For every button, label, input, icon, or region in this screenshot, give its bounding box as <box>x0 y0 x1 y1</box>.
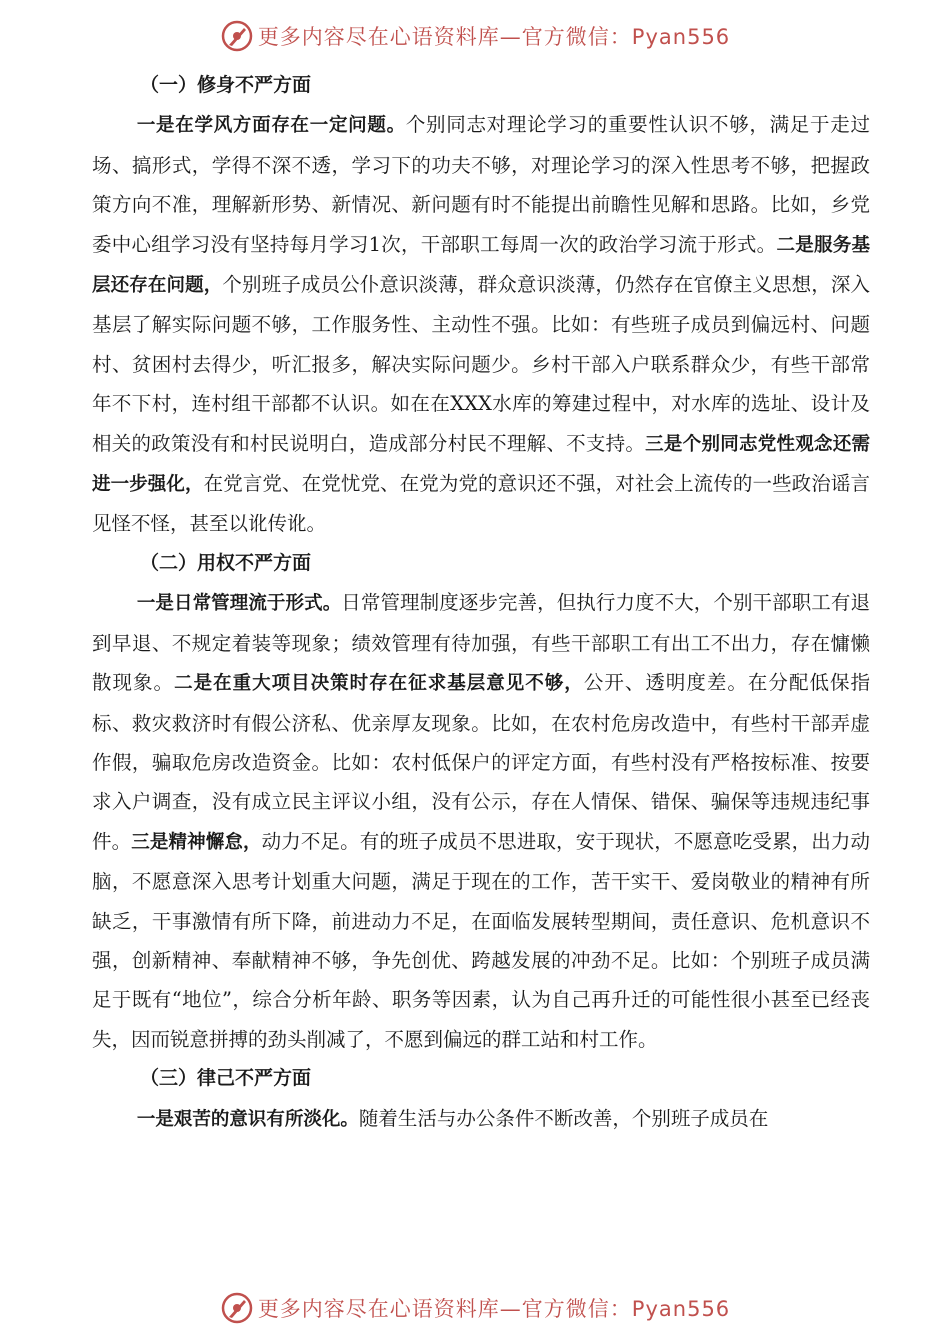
document-body <box>92 66 870 1139</box>
lead-phrase: 一是艰苦的意识有所淡化。 <box>136 1108 359 1130</box>
banner-text: 更多内容尽在心语资料库—官方微信：Pyan556 <box>257 25 731 49</box>
body-text: 在党言党、在党忧党、在党为党的意识还不强，对社会上流传的一些政治谣言见怪不怪，甚至以讹传讹。 <box>92 472 870 536</box>
lead-phrase: 一是在学风方面存在一定问题。 <box>136 115 406 137</box>
header-banner <box>0 16 950 56</box>
section-heading: （三）律己不严方面 <box>140 1067 312 1090</box>
section-heading: （二）用权不严方面 <box>140 551 312 574</box>
lead-phrase: 一是日常管理流于形式。 <box>136 593 342 615</box>
quill-seal-icon <box>220 1291 254 1325</box>
body-text: 公开、透明度差。在分配低保指标、救灾救济时有假公济私、优亲厚友现象。比如，在农村危房改造中，有些村干部弄虚作假，骗取危房改造资金。比如：农村低保户的评定方面，有些村没有严格按标准、按要求入户调查，没有成立民主评议小组，没有公示，存在人情保、错保、骗保等违规违纪事件。 <box>92 671 870 853</box>
quill-seal-icon <box>220 19 254 53</box>
section-heading: （一）修身不严方面 <box>140 74 312 96</box>
body-text: 个别班子成员公仆意识淡薄，群众意识淡薄，仍然存在官僚主义思想，深入基层了解实际问题不够，工作服务性、主动性不强。比如：有些班子成员到偏远村、问题村、贫困村去得少，听汇报多，解决实际问题少。乡村干部入户联系群众少，有些干部常年不下村，连村组干部都不认识。如在在XXX水库的筹建过程中，对水库的选址、设计及相关的政策没有和村民说明白，造成部分村民不理解、不支持。 <box>92 273 870 455</box>
lead-phrase: 三是个别同志党性观念还需进一步强化， <box>92 433 870 496</box>
body-text: 日常管理制度逐步完善，但执行力度不大，个别干部职工有退到早退、不规定着装等现象；绩效管理有待加强，有些干部职工有出工不出力，存在慵懒散现象。 <box>92 591 870 695</box>
section-paragraph <box>92 583 870 1059</box>
body-text: 随着生活与办公条件不断改善，个别班子成员在 <box>358 1106 769 1130</box>
body-text: 个别同志对理论学习的重要性认识不够，满足于走过场、搞形式，学得不深不透，学习下的功夫不够，对理论学习的深入性思考不够，把握政策方向不准，理解新形势、新情况、新问题有时不能提出前瞻性见解和思路。比如，乡党委中心组学习没有坚持每月学习1次，干部职工每周一次的政治学习流于形式。 <box>92 113 870 256</box>
banner-text: 更多内容尽在心语资料库—官方微信：Pyan556 <box>257 1297 731 1321</box>
lead-phrase: 三是精神懈怠， <box>131 831 262 853</box>
section-paragraph <box>92 105 870 543</box>
lead-phrase: 二是服务基层还存在问题， <box>92 234 870 297</box>
footer-banner <box>0 1288 950 1328</box>
lead-phrase: 二是在重大项目决策时存在征求基层意见不够， <box>174 673 584 695</box>
body-text: 动力不足。有的班子成员不思进取，安于现状，不愿意吃受累，出力动脑，不愿意深入思考计划重大问题，满足于现在的工作，苦干实干、爱岗敬业的精神有所缺乏，干事激情有所下降，前进动力不足，在面临发展转型期间，责任意识、危机意识不强，创新精神、奉献精神不够，争先创优、跨越发展的冲劲不足。比如：个别班子成员满足于既有“地位”，综合分析年龄、职务等因素，认为自己再升迁的可能性很小甚至已经丧失，因而锐意拼搏的劲头削减了，不愿到偏远的群工站和村工作。 <box>92 829 870 1051</box>
section-paragraph <box>92 1099 870 1139</box>
